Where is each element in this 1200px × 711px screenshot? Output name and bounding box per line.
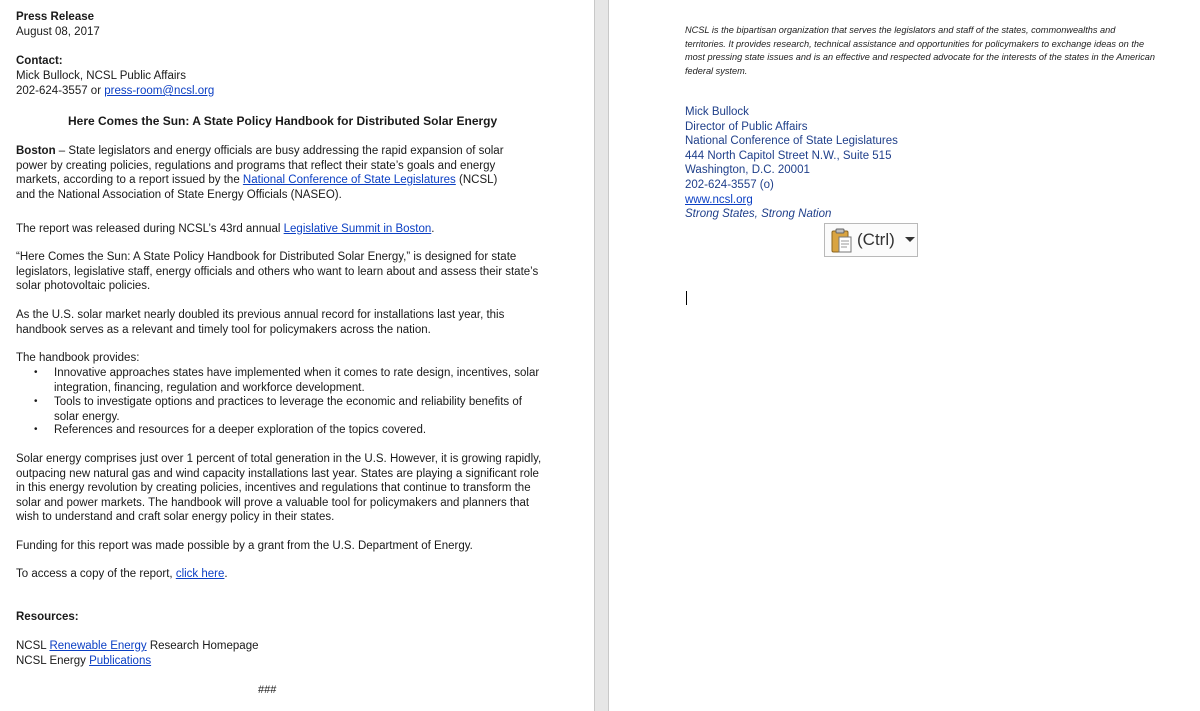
market-line-2: handbook serves as a relevant and timely tool for policymakers across the nation. bbox=[16, 323, 431, 336]
resource-suffix: Research Homepage bbox=[146, 640, 259, 652]
paragraph-handbook bbox=[16, 250, 538, 294]
lead-line-1 bbox=[16, 144, 504, 159]
lead-line-3-text: markets, according to a report issued by the bbox=[16, 174, 243, 187]
contact-name: Mick Bullock, NCSL Public Affairs bbox=[16, 70, 187, 82]
sig-tagline: Strong States, Strong Nation bbox=[685, 208, 832, 221]
end-mark: ### bbox=[258, 684, 277, 696]
renewable-energy-link[interactable]: Renewable Energy bbox=[49, 640, 147, 652]
summit-link[interactable]: Legislative Summit in Boston bbox=[283, 223, 432, 235]
resource-publications bbox=[16, 654, 151, 669]
list-item-line-1: Innovative approaches states have implemented when it comes to rate design, incentives, solar bbox=[54, 367, 540, 379]
clipboard-icon bbox=[831, 228, 853, 254]
handbook-line-2: legislators, legislative staff, energy officials and others who want to learn about and assess their state’s bbox=[16, 265, 539, 278]
boilerplate-line-2: territories. It provides research, technical assistance and opportunities for policymakers to exchange ideas on the bbox=[685, 38, 1145, 49]
paste-options-button[interactable] bbox=[824, 223, 918, 257]
list-item-line-1: References and resources for a deeper exploration of the topics covered. bbox=[54, 424, 427, 436]
handbook-line-3: solar photovoltaic policies. bbox=[16, 280, 151, 293]
solar-line-3: in this energy revolution by creating policies, incentives and regulations that continue to transform the bbox=[16, 482, 531, 495]
boilerplate-line-1: NCSL is the bipartisan organization that serves the legislators and staff of the states, commonwealths and bbox=[685, 25, 1116, 35]
list-item bbox=[54, 423, 426, 438]
boilerplate-line-4: federal system. bbox=[685, 66, 748, 77]
ncsl-boilerplate bbox=[685, 24, 1190, 79]
dateline: Boston bbox=[16, 145, 56, 157]
summit-suffix: . bbox=[431, 223, 435, 235]
release-date: August 08, 2017 bbox=[16, 26, 100, 38]
resource-prefix: NCSL Energy bbox=[16, 655, 90, 667]
lead-line-2: power by creating policies, regulations and programs that reflect their state’s goals and energy bbox=[16, 159, 496, 172]
list-item-line-1: Tools to investigate options and practices to leverage the economic and reliability benefits of bbox=[54, 396, 522, 408]
page-title: Here Comes the Sun: A State Policy Handbook for Distributed Solar Energy bbox=[68, 114, 498, 128]
sig-address-1: 444 North Capitol Street N.W., Suite 515 bbox=[685, 149, 892, 162]
sig-address-2: Washington, D.C. 20001 bbox=[685, 164, 810, 177]
click-here-link[interactable]: click here bbox=[175, 568, 225, 580]
paragraph-market bbox=[16, 308, 504, 337]
ncsl-link[interactable]: National Conference of State Legislatures bbox=[242, 174, 456, 187]
paragraph-summit bbox=[16, 222, 435, 237]
bullet-glyph: • bbox=[34, 424, 38, 435]
boilerplate-line-3: most pressing state issues and is an effective and respected advocate for the interests of the states in the American bbox=[685, 52, 1156, 63]
lead-line-4: and the National Association of State Energy Officials (NASEO). bbox=[16, 188, 342, 201]
solar-line-4: solar and power markets. The handbook will prove a valuable tool for policymakers and planners that bbox=[16, 496, 530, 509]
contact-email-link[interactable]: press-room@ncsl.org bbox=[104, 85, 215, 97]
press-release-label: Press Release bbox=[16, 11, 95, 23]
sig-name: Mick Bullock bbox=[685, 106, 749, 118]
solar-line-2: outpacing new natural gas and wind capacity installations last year. States are playing a significant role bbox=[16, 467, 539, 480]
solar-line-5: wish to understand and craft solar energy policy in their states. bbox=[16, 511, 335, 524]
sig-phone: 202-624-3557 (o) bbox=[685, 178, 774, 191]
contact-label: Contact: bbox=[16, 55, 63, 67]
list-item bbox=[54, 366, 539, 395]
list-item bbox=[54, 395, 522, 424]
paragraph-access bbox=[16, 567, 228, 582]
publications-link[interactable]: Publications bbox=[89, 655, 152, 667]
solar-line-1: Solar energy comprises just over 1 percent of total generation in the U.S. However, it is growing rapidly, bbox=[16, 453, 542, 465]
sig-title: Director of Public Affairs bbox=[685, 120, 808, 133]
lead-line-1-text: – State legislators and energy officials are busy addressing the rapid expansion of solar bbox=[55, 145, 504, 157]
list-item-line-2: solar energy. bbox=[54, 410, 120, 423]
access-suffix: . bbox=[224, 568, 228, 580]
page-divider bbox=[594, 0, 609, 711]
paste-options-label: (Ctrl) bbox=[857, 230, 895, 249]
access-text: To access a copy of the report, bbox=[16, 568, 176, 580]
signature-block bbox=[685, 105, 898, 222]
chevron-down-icon[interactable] bbox=[905, 237, 915, 242]
market-line-1: As the U.S. solar market nearly doubled its previous annual record for installations last year, this bbox=[16, 309, 505, 321]
resource-renewable bbox=[16, 639, 259, 654]
bullet-glyph: • bbox=[34, 367, 38, 378]
lead-paragraph bbox=[16, 144, 504, 202]
bullet-glyph: • bbox=[34, 396, 38, 407]
list-item-line-2: integration, financing, regulation and workforce development. bbox=[54, 381, 365, 394]
sig-website-link[interactable]: www.ncsl.org bbox=[685, 193, 753, 206]
text-cursor bbox=[686, 291, 687, 305]
contact-phone bbox=[16, 84, 214, 99]
provides-label: The handbook provides: bbox=[16, 352, 140, 364]
handbook-line-1: “Here Comes the Sun: A State Policy Handbook for Distributed Solar Energy,” is designed for state bbox=[16, 251, 517, 263]
paragraph-funding: Funding for this report was made possible by a grant from the U.S. Department of Energy. bbox=[16, 540, 473, 552]
sig-org: National Conference of State Legislatures bbox=[685, 135, 898, 148]
lead-line-3 bbox=[16, 173, 504, 188]
summit-text: The report was released during NCSL’s 43rd annual bbox=[16, 223, 284, 235]
contact-phone-text: 202-624-3557 or bbox=[16, 85, 105, 97]
paragraph-solar bbox=[16, 452, 541, 525]
lead-line-3-suffix: (NCSL) bbox=[455, 174, 498, 187]
document-page-left[interactable] bbox=[0, 0, 594, 711]
resource-prefix: NCSL bbox=[16, 640, 50, 652]
resources-label: Resources: bbox=[16, 611, 79, 623]
